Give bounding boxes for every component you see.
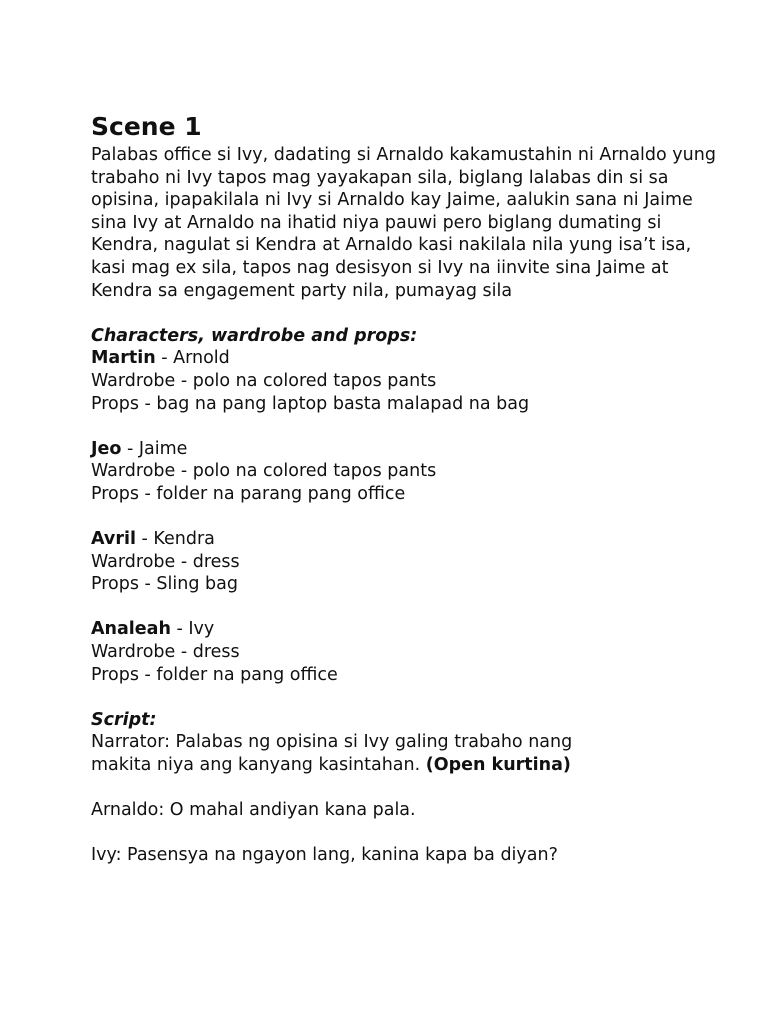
character-block-analeah: [91, 618, 731, 686]
scene-synopsis: Palabas office si Ivy, dadating si Arnaldo kakamustahin ni Arnaldo yung trabaho ni Ivy tapos mag yayakapan sila, biglang lalabas din si sa opisina, ipapakilala ni Ivy si Arnaldo kay Jaime, aalukin sana ni Jaime sina Ivy at Arnaldo na ihatid niya pauwi pero biglang dumating si Kendra, nagulat si Kendra at Arnaldo kasi nakilala nila yung isa’t isa, kasi mag ex sila, tapos nag desisyon si Ivy na iinvite sina Jaime at Kendra sa engagement party nila, pumayag sila: [91, 145, 716, 301]
narrator-line: Narrator: Palabas ng opisina si Ivy galing trabaho nang: [91, 732, 573, 753]
dialogue-ivy: Ivy: Pasensya na ngayon lang, kanina kapa ba diyan?: [91, 845, 558, 866]
stage-cue: (Open kurtina): [425, 755, 571, 776]
character-block-avril: [91, 528, 731, 596]
document-page: [91, 110, 731, 867]
props-line: Props - bag na pang laptop basta malapad na bag: [91, 393, 530, 414]
actor-name: Martin: [91, 348, 156, 369]
spacer: [91, 302, 731, 325]
wardrobe-line: Wardrobe - polo na colored tapos pants: [91, 461, 437, 482]
props-line: Props - Sling bag: [91, 574, 238, 595]
spacer: [91, 415, 731, 438]
role-name: - Kendra: [135, 529, 215, 550]
spacer: [91, 686, 731, 709]
props-line: Props - folder na pang office: [91, 664, 338, 685]
actor-name: Avril: [91, 529, 136, 550]
scene-title: Scene 1: [91, 112, 202, 141]
spacer: [91, 777, 731, 800]
narrator-text: makita niya ang kanyang kasintahan.: [91, 755, 426, 776]
character-line: [91, 347, 731, 370]
dialogue-arnaldo: Arnaldo: O mahal andiyan kana pala.: [91, 800, 416, 821]
character-block-martin: [91, 347, 731, 415]
narrator-line-continued: [91, 754, 731, 777]
wardrobe-line: Wardrobe - dress: [91, 642, 240, 663]
character-block-jeo: [91, 438, 731, 506]
character-line: [91, 528, 731, 551]
props-line: Props - folder na parang pang office: [91, 483, 406, 504]
script-heading: Script:: [91, 709, 157, 730]
spacer: [91, 596, 731, 619]
actor-name: Analeah: [91, 619, 171, 640]
characters-heading: Characters, wardrobe and props:: [91, 325, 418, 346]
actor-name: Jeo: [91, 438, 122, 459]
character-line: [91, 618, 731, 641]
spacer: [91, 506, 731, 529]
wardrobe-line: Wardrobe - dress: [91, 551, 240, 572]
wardrobe-line: Wardrobe - polo na colored tapos pants: [91, 370, 437, 391]
role-name: - Jaime: [121, 438, 188, 459]
character-line: [91, 438, 731, 461]
role-name: - Ivy: [170, 619, 215, 640]
spacer: [91, 822, 731, 845]
role-name: - Arnold: [155, 348, 230, 369]
